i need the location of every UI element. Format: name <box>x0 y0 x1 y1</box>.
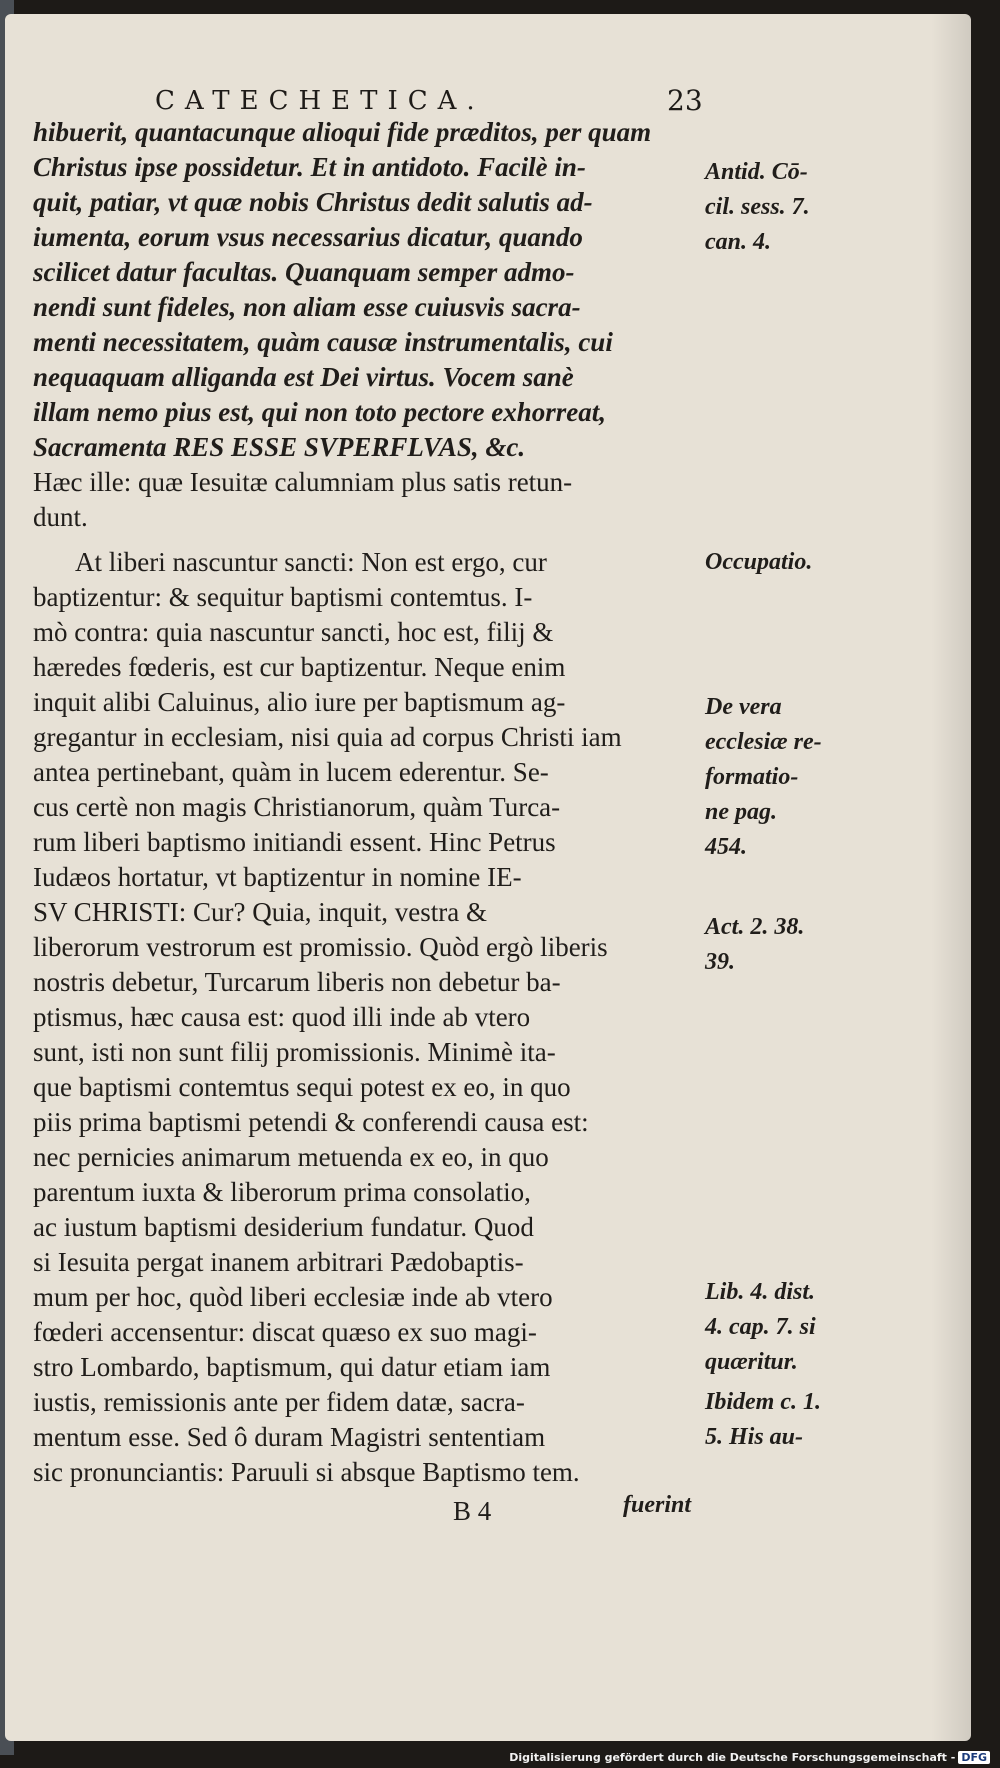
margin-note: Ibidem c. 1. <box>705 1389 821 1415</box>
text-line: sunt, isti non sunt filij promissionis. Minimè ita- <box>33 1037 556 1067</box>
text-line: mentum esse. Sed ô duram Magistri sententiam <box>33 1422 546 1452</box>
margin-note: quæritur. <box>705 1349 798 1375</box>
text-line: hæredes fœderis, est cur baptizentur. Neque enim <box>33 652 566 682</box>
text-line: baptizentur: & sequitur baptismi contemtus. I- <box>33 582 533 612</box>
text-line: quit, patiar, vt quæ nobis Christus dedit salutis ad- <box>33 187 593 217</box>
text-line: nec pernicies animarum metuenda ex eo, in quo <box>33 1142 549 1172</box>
dfg-logo: DFG <box>958 1751 990 1764</box>
margin-note: Act. 2. 38. <box>705 914 805 940</box>
text-line: Christus ipse possidetur. Et in antidoto. Facilè in- <box>33 152 586 182</box>
text-line: fœderi accensentur: discat quæso ex suo magi- <box>33 1317 537 1347</box>
text-line: Hæc ille: quæ Iesuitæ calumniam plus satis retun- <box>33 467 573 497</box>
running-title: CATECHETICA. <box>155 86 485 116</box>
text-line: SV CHRISTI: Cur? Quia, inquit, vestra & <box>33 897 487 927</box>
margin-note: 5. His au- <box>705 1424 804 1450</box>
text-line: iustis, remissionis ante per fidem datæ, sacra- <box>33 1387 525 1417</box>
text-line: scilicet datur facultas. Quanquam semper admo- <box>33 257 575 287</box>
margin-note: ecclesiæ re- <box>705 729 822 755</box>
text-line: inquit alibi Caluinus, alio iure per baptismum ag- <box>33 687 566 717</box>
text-line: piis prima baptismi petendi & conferendi causa est: <box>33 1107 589 1137</box>
margin-note: cil. sess. 7. <box>705 194 810 220</box>
text-line: ptismus, hæc causa est: quod illi inde ab vtero <box>33 1002 531 1032</box>
text-line: antea pertinebant, quàm in lucem ederentur. Se- <box>33 757 549 787</box>
text-line: liberorum vestrorum est promissio. Quòd ergò liberis <box>33 932 608 962</box>
margin-note: Antid. Cō- <box>705 159 808 185</box>
text-line: ac iustum baptismi desiderium fundatur. Quod <box>33 1212 534 1242</box>
margin-note: formatio- <box>705 764 799 790</box>
text-line: gregantur in ecclesiam, nisi quia ad corpus Christi iam <box>33 722 622 752</box>
credit-text: Digitalisierung gefördert durch die Deutsche Forschungsgemeinschaft - <box>509 1751 956 1764</box>
text-line: parentum iuxta & liberorum prima consolatio, <box>33 1177 531 1207</box>
text-line: mò contra: quia nascuntur sancti, hoc est, filij & <box>33 617 554 647</box>
text-line: si Iesuita pergat inanem arbitrari Pædobaptis- <box>33 1247 524 1277</box>
text-line: Sacramenta RES ESSE SVPERFLVAS, &c. <box>33 432 526 462</box>
text-line: Iudæos hortatur, vt baptizentur in nomine IE- <box>33 862 522 892</box>
text-line: mum per hoc, quòd liberi ecclesiæ inde ab vtero <box>33 1282 553 1312</box>
signature-mark: B 4 <box>453 1496 492 1526</box>
text-line: nequaquam alliganda est Dei virtus. Vocem sanè <box>33 362 574 392</box>
margin-note: ne pag. <box>705 799 777 825</box>
text-line: nendi sunt fideles, non aliam esse cuiusvis sacra- <box>33 292 581 322</box>
text-line: iumenta, eorum vsus necessarius dicatur, quando <box>33 222 583 252</box>
text-line: At liberi nascuntur sancti: Non est ergo, cur <box>75 547 547 577</box>
margin-note: can. 4. <box>705 229 771 255</box>
margin-note: Occupatio. <box>705 549 813 575</box>
text-line: hibuerit, quantacunque alioqui fide præditos, per quam <box>33 117 652 147</box>
margin-note: 454. <box>705 834 747 860</box>
digitization-credit <box>509 1751 990 1764</box>
text-line: sic pronunciantis: Paruuli si absque Baptismo tem. <box>33 1457 580 1487</box>
text-line: que baptismi contemtus sequi potest ex eo, in quo <box>33 1072 571 1102</box>
text-line: cus certè non magis Christianorum, quàm Turca- <box>33 792 561 822</box>
margin-note: 39. <box>705 949 735 975</box>
margin-note: Lib. 4. dist. <box>705 1279 816 1305</box>
text-line: dunt. <box>33 502 88 532</box>
margin-note: 4. cap. 7. si <box>705 1314 816 1340</box>
page-number: 23 <box>667 84 703 117</box>
text-line: illam nemo pius est, qui non toto pectore exhorreat, <box>33 397 607 427</box>
text-line: stro Lombardo, baptismum, qui datur etiam iam <box>33 1352 551 1382</box>
catchword: fuerint <box>623 1492 692 1518</box>
text-line: rum liberi baptismo initiandi essent. Hinc Petrus <box>33 827 556 857</box>
book-page <box>5 14 971 1741</box>
text-line: menti necessitatem, quàm causæ instrumentalis, cui <box>33 327 613 357</box>
margin-note: De vera <box>705 694 782 720</box>
text-line: nostris debetur, Turcarum liberis non debetur ba- <box>33 967 561 997</box>
